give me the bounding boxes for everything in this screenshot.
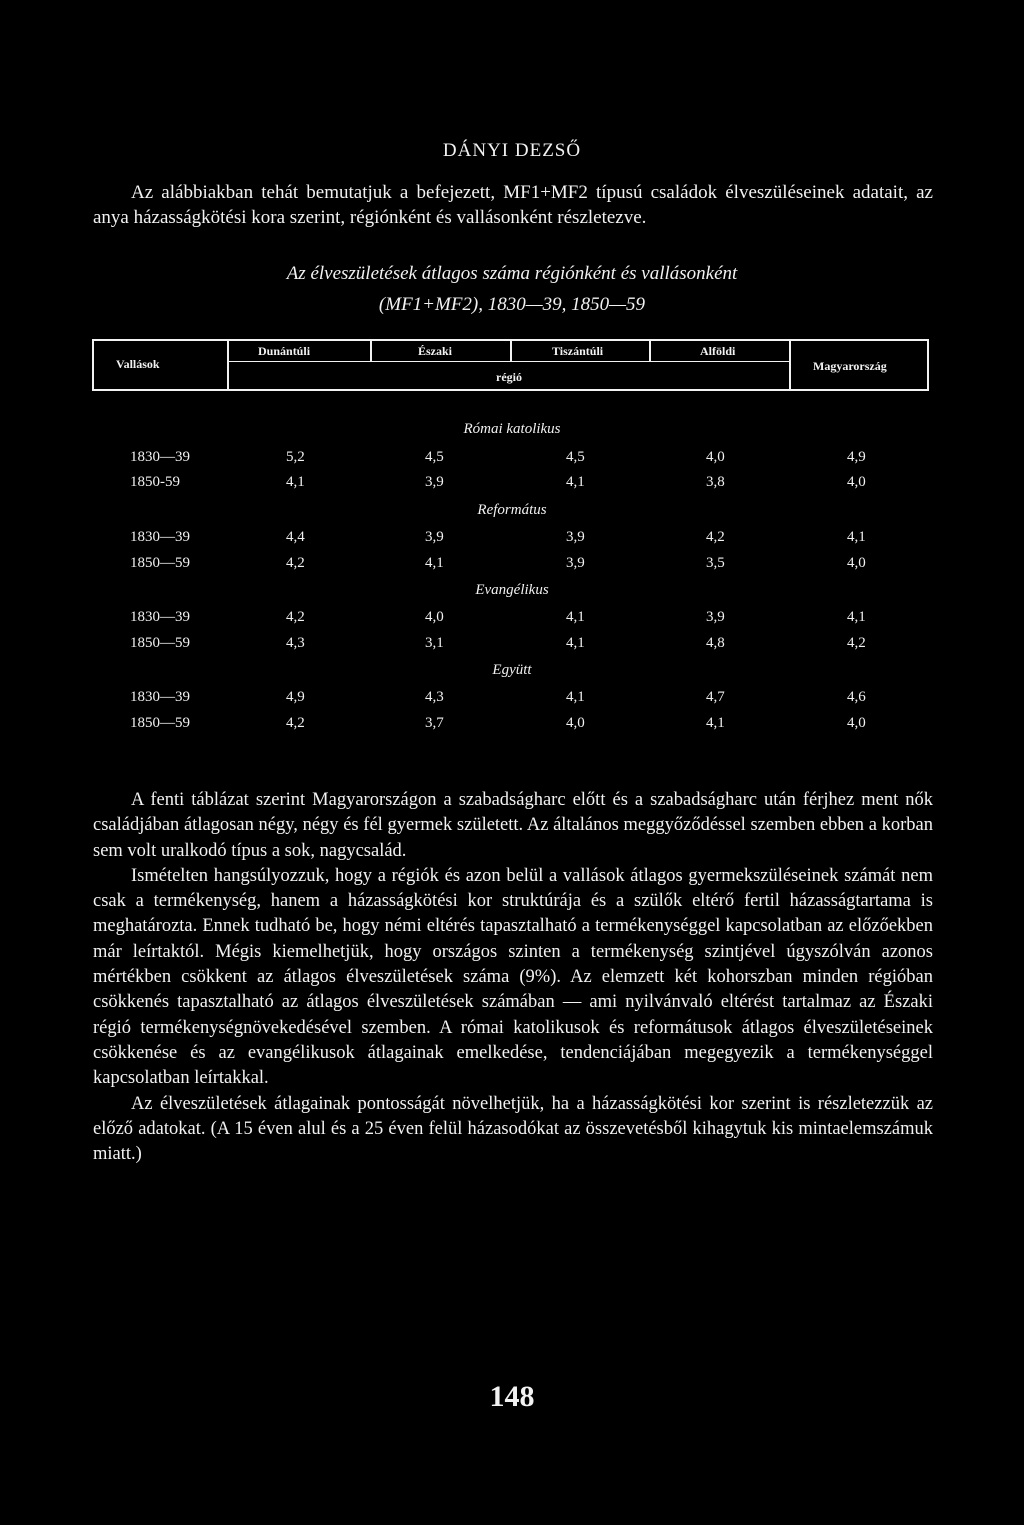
cell-country: 4,2 (847, 635, 866, 651)
cell-eszaki: 4,3 (425, 689, 444, 705)
cell-dunantuli: 4,2 (286, 555, 305, 571)
table-row (0, 715, 1024, 735)
header-divider (789, 341, 791, 389)
table-row (0, 689, 1024, 709)
row-period: 1830—39 (130, 449, 190, 465)
row-period: 1850—59 (130, 715, 190, 731)
cell-dunantuli: 4,3 (286, 635, 305, 651)
header-dunantuli: Dunántúli (258, 344, 311, 358)
table-row (0, 529, 1024, 549)
cell-eszaki: 4,0 (425, 609, 444, 625)
table-row (0, 635, 1024, 655)
row-period: 1850—59 (130, 635, 190, 651)
cell-dunantuli: 5,2 (286, 449, 305, 465)
body-paragraph: Ismételten hangsúlyozzuk, hogy a régiók és azon belül a vallások átlagos gyermekszüléseinek számát nem csak a termékenység, hanem a házasságkötési kor struktúrája és a szülők eltérő fertil házasságtartama is meghatározta. Ennek tudható be, hogy némi eltérés tapasztalható a termékenységgel kapcsolatban az előzőekben már leírtaktól. Mégis kiemelhetjük, hogy országos szinten a termékenység szintjével úgyszólván azonos mértékben csökkent az átlagos élveszületések száma (9%). Az elemzett két kohorszban minden régióban csökkenés tapasztalható az átlagos élveszületések számában — ami nyilvánvaló eltérést tartalmaz az Északi régió termékenységnövekedésével szemben. A római katolikusok és reformátusok átlagos élveszületéseinek csökkenése és az evangélikusok átlagainak emelkedése, tendenciájában megegyezik a termékenységgel kapcsolatban leírtakkal. (93, 865, 933, 1089)
cell-dunantuli: 4,2 (286, 715, 305, 731)
row-period: 1850-59 (130, 474, 180, 490)
row-period: 1830—39 (130, 689, 190, 705)
cell-country: 4,9 (847, 449, 866, 465)
table-row (0, 609, 1024, 629)
header-divider (227, 341, 229, 389)
body-paragraph: A fenti táblázat szerint Magyarországon a szabadságharc előtt és a szabadságharc után férjhez ment nők családjában átlagosan négy, négy és fél gyermek született. Az általános meggyőződéssel szemben ebben a korban sem volt uralkodó típus a sok, nagycsalád. (93, 790, 933, 861)
cell-eszaki: 3,9 (425, 474, 444, 490)
cell-alfoldi: 4,1 (706, 715, 725, 731)
header-divider (370, 341, 372, 361)
table-title-line-2: (MF1+MF2), 1830—39, 1850—59 (378, 294, 646, 315)
table-row (0, 474, 1024, 494)
cell-country: 4,0 (847, 474, 866, 490)
table-row (0, 449, 1024, 469)
section-title-evangelical: Evangélikus (475, 582, 549, 598)
cell-tiszantuli: 4,1 (566, 609, 585, 625)
cell-alfoldi: 3,8 (706, 474, 725, 490)
cell-tiszantuli: 4,1 (566, 635, 585, 651)
cell-country: 4,0 (847, 715, 866, 731)
table-row (0, 555, 1024, 575)
cell-country: 4,6 (847, 689, 866, 705)
header-divider (649, 341, 651, 361)
cell-dunantuli: 4,1 (286, 474, 305, 490)
header-country: Magyarország (813, 359, 887, 373)
row-period: 1830—39 (130, 609, 190, 625)
table-title (0, 258, 1024, 320)
page-header-author: DÁNYI DEZSŐ (442, 140, 582, 161)
cell-dunantuli: 4,2 (286, 609, 305, 625)
header-divider (510, 341, 512, 361)
cell-tiszantuli: 4,5 (566, 449, 585, 465)
intro-paragraph: Az alábbiakban tehát bemutatjuk a befejezett, MF1+MF2 típusú családok élveszüléseinek adatait, az anya házasságkötési kora szerint, régiónként és vallásonként részletezve. (93, 182, 933, 228)
body-text (93, 788, 933, 1167)
cell-country: 4,0 (847, 555, 866, 571)
cell-alfoldi: 3,5 (706, 555, 725, 571)
header-alfoldi: Alföldi (700, 344, 736, 358)
body-paragraph: Az élveszületések átlagainak pontosságát növelhetjük, ha a házasságkötési kor szerint is részletezzük az előző adatokat. (A 15 éven alul és a 25 éven felül házasodókat az összevetésből kihagytuk kis mintaelemszámuk miatt.) (93, 1093, 933, 1165)
cell-tiszantuli: 4,0 (566, 715, 585, 731)
cell-country: 4,1 (847, 609, 866, 625)
header-tiszantuli: Tiszántúli (552, 344, 604, 358)
cell-alfoldi: 4,2 (706, 529, 725, 545)
table-title-line-1: Az élveszületések átlagos száma régiónként és vallásonként (286, 263, 738, 284)
cell-tiszantuli: 4,1 (566, 474, 585, 490)
cell-eszaki: 3,9 (425, 529, 444, 545)
cell-alfoldi: 4,0 (706, 449, 725, 465)
row-period: 1830—39 (130, 529, 190, 545)
cell-alfoldi: 4,8 (706, 635, 725, 651)
cell-eszaki: 4,5 (425, 449, 444, 465)
cell-tiszantuli: 3,9 (566, 555, 585, 571)
header-eszaki: Északi (418, 344, 453, 358)
table-header-box (92, 339, 929, 391)
section-title-roman-catholic: Római katolikus (463, 421, 561, 437)
cell-eszaki: 3,1 (425, 635, 444, 651)
header-divider (229, 361, 789, 362)
header-religions: Vallások (116, 357, 160, 371)
page-number: 148 (489, 1380, 535, 1413)
section-title-reformed: Református (477, 502, 547, 518)
cell-tiszantuli: 3,9 (566, 529, 585, 545)
header-region: régió (496, 370, 522, 384)
cell-eszaki: 3,7 (425, 715, 444, 731)
cell-alfoldi: 3,9 (706, 609, 725, 625)
cell-tiszantuli: 4,1 (566, 689, 585, 705)
cell-eszaki: 4,1 (425, 555, 444, 571)
row-period: 1850—59 (130, 555, 190, 571)
cell-alfoldi: 4,7 (706, 689, 725, 705)
cell-country: 4,1 (847, 529, 866, 545)
cell-dunantuli: 4,4 (286, 529, 305, 545)
section-title-together: Együtt (492, 662, 532, 678)
cell-dunantuli: 4,9 (286, 689, 305, 705)
